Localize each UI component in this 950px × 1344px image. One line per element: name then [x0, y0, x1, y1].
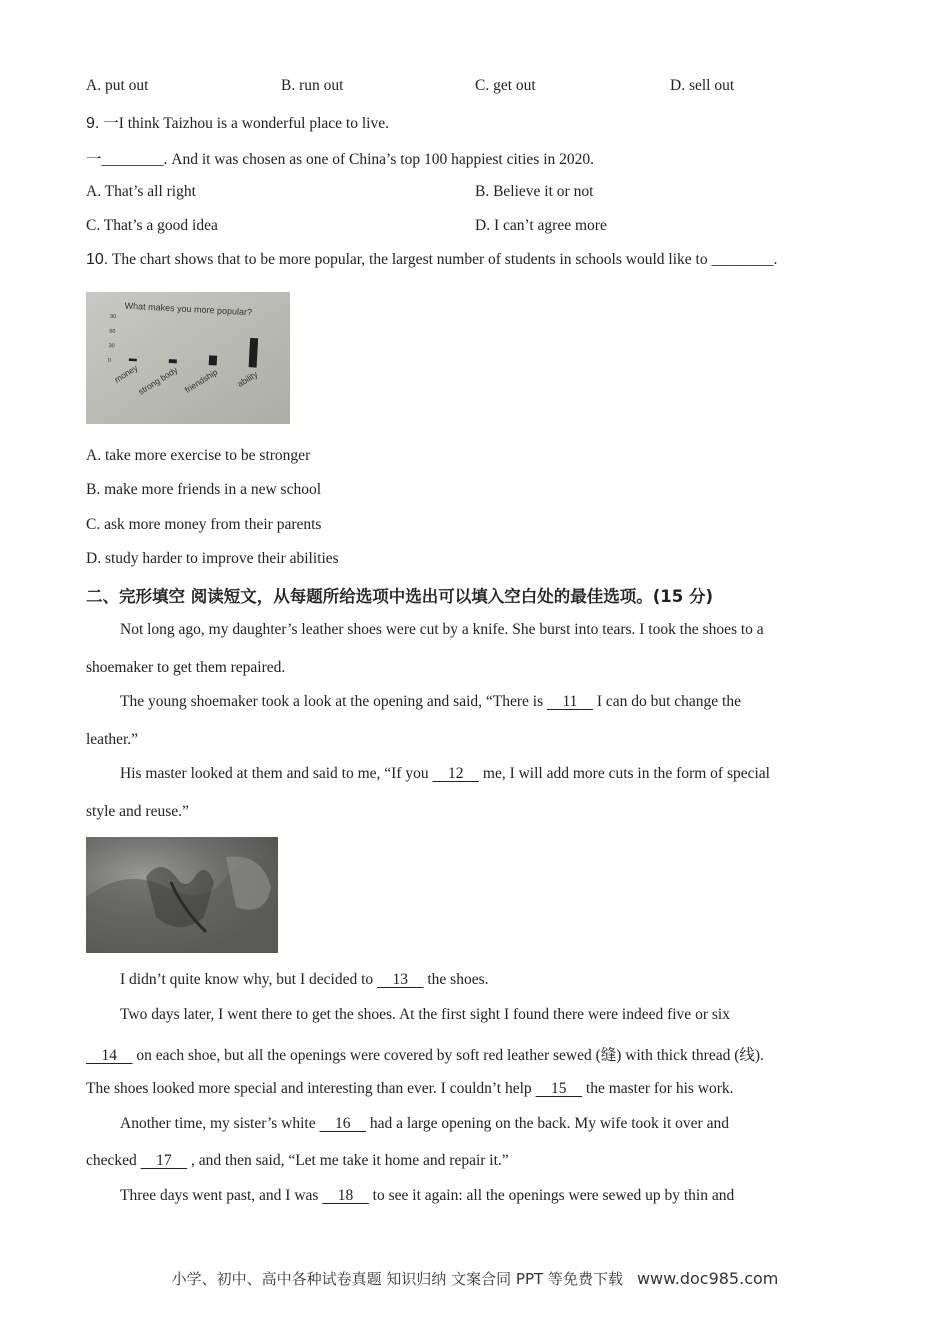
passage-line	[86, 1043, 764, 1065]
q9-stem	[86, 111, 389, 133]
q9-option-d: D. I can’t agree more	[475, 217, 607, 234]
blank-14: 14	[86, 1047, 133, 1064]
chart-bar	[249, 338, 259, 368]
passage-line	[120, 765, 770, 783]
blank-15: 15	[535, 1080, 583, 1097]
passage-text: , and then said, “Let me take it home and repair it.”	[187, 1152, 509, 1169]
chart-y-tick-label: 0	[107, 357, 111, 364]
footer-text: 小学、初中、高中各种试卷真题 知识归纳 文案合同 PPT 等免费下载	[171, 1270, 623, 1288]
q8-option-c: C. get out	[475, 77, 536, 94]
q10-stem	[86, 251, 777, 269]
passage-text: me, I will add more cuts in the form of special	[479, 765, 770, 782]
page-footer	[0, 1268, 950, 1289]
passage-text: Another time, my sister’s white	[120, 1115, 320, 1132]
chart-bar	[169, 359, 177, 363]
popularity-chart	[86, 292, 290, 424]
q8-option-b: B. run out	[281, 77, 344, 94]
blank-12: 12	[432, 765, 480, 782]
q10-stem-text: The chart shows that to be more popular, the largest number of students in schools would like to ________.	[108, 251, 778, 268]
q10-option-d: D. study harder to improve their abilities	[86, 550, 339, 567]
chart-x-tick-label: money	[112, 362, 140, 385]
chart-y-tick-label: 90	[109, 313, 117, 321]
q8-option-a: A. put out	[86, 77, 149, 94]
chart-y-tick-label: 60	[109, 328, 116, 335]
passage-text: the master for his work.	[582, 1080, 734, 1097]
passage-line	[86, 1152, 509, 1170]
passage-text: His master looked at them and said to me, “If you	[120, 765, 433, 782]
chart-title: What makes you more popular?	[124, 300, 253, 318]
q10-option-a: A. take more exercise to be stronger	[86, 447, 311, 464]
blank-11: 11	[547, 693, 593, 710]
passage-text: had a large opening on the back. My wife took it over and	[365, 1115, 729, 1132]
q9-stem-text: 一I think Taizhou is a wonderful place to live.	[99, 115, 389, 132]
passage-text: I didn’t quite know why, but I decided to	[120, 971, 377, 988]
q9-number: 9.	[86, 115, 100, 132]
passage-text: I can do but change the	[592, 693, 741, 710]
section-heading: 二、完形填空 阅读短文，从每题所给选项中选出可以填入空白处的最佳选项。(15 分)	[86, 587, 714, 606]
shoe-photo	[86, 837, 278, 953]
passage-text: on each shoe, but all the openings were covered by soft red leather sewed (缝) with thick thread (线).	[132, 1047, 764, 1064]
chart-x-tick-label: friendship	[182, 366, 220, 395]
blank-17: 17	[140, 1152, 188, 1169]
blank-16: 16	[319, 1115, 366, 1132]
passage-text: The shoes looked more special and interesting than ever. I couldn’t help	[86, 1080, 536, 1097]
passage-line	[120, 693, 741, 711]
footer-url[interactable]: www.doc985.com	[636, 1269, 779, 1288]
q8-option-d: D. sell out	[670, 77, 735, 94]
passage-text: The young shoemaker took a look at the opening and said, “There is	[120, 693, 547, 710]
passage-line: Not long ago, my daughter’s leather shoes were cut by a knife. She burst into tears. I took the shoes to a	[120, 621, 764, 638]
passage-line: leather.”	[86, 731, 139, 748]
passage-line	[120, 1115, 729, 1133]
passage-text: checked	[86, 1152, 141, 1169]
q9-option-a: A. That’s all right	[86, 183, 196, 200]
passage-text: Three days went past, and I was	[120, 1187, 323, 1204]
chart-bar	[129, 358, 137, 361]
passage-line	[120, 1187, 734, 1205]
blank-18: 18	[322, 1187, 369, 1204]
shoe-photo-drawing	[86, 837, 278, 953]
passage-line: shoemaker to get them repaired.	[86, 659, 286, 676]
q9-option-c: C. That’s a good idea	[86, 217, 218, 234]
chart-y-tick-label: 30	[108, 343, 115, 350]
q10-number: 10.	[86, 251, 109, 268]
blank-13: 13	[377, 971, 424, 988]
q10-option-b: B. make more friends in a new school	[86, 481, 322, 498]
passage-line: Two days later, I went there to get the shoes. At the first sight I found there were indeed five or six	[120, 1006, 730, 1023]
q10-option-c: C. ask more money from their parents	[86, 516, 322, 533]
passage-text: the shoes.	[423, 971, 489, 988]
chart-bar	[209, 355, 218, 365]
passage-line: style and reuse.”	[86, 803, 189, 820]
passage-line	[86, 1080, 734, 1098]
chart-x-tick-label: ability	[235, 368, 260, 389]
q9-reply: 一________. And it was chosen as one of China’s top 100 happiest cities in 2020.	[86, 151, 594, 168]
q9-option-b: B. Believe it or not	[475, 183, 594, 200]
passage-line	[120, 971, 489, 989]
passage-text: to see it again: all the openings were sewed up by thin and	[368, 1187, 735, 1204]
chart-x-tick-label: strong body	[136, 364, 180, 397]
